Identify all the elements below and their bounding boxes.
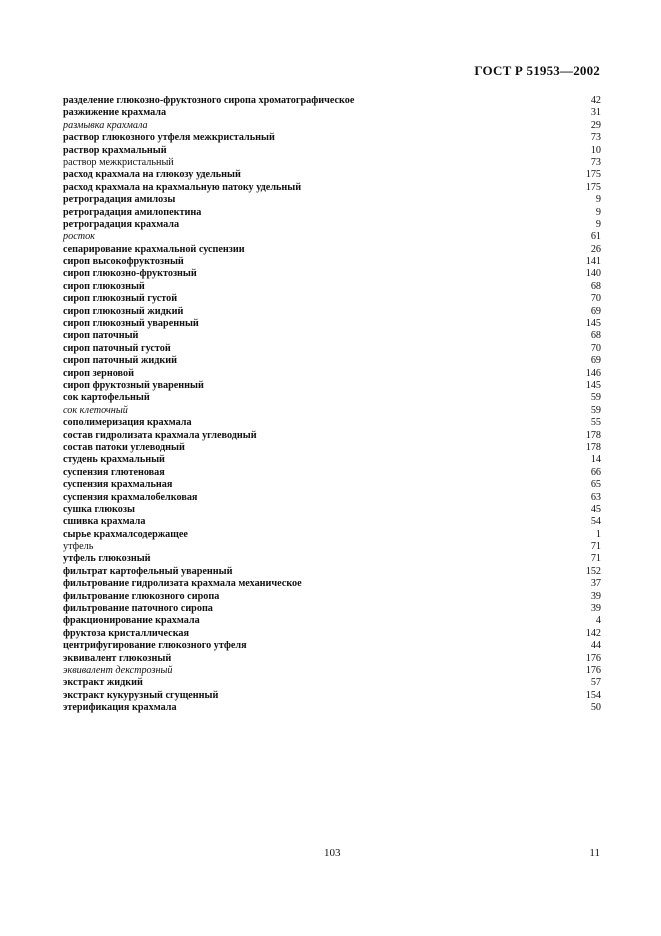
- index-term: раствор глюкозного утфеля межкристальный: [63, 132, 275, 144]
- index-page-ref: 39: [590, 603, 601, 615]
- index-term: сироп глюкозный жидкий: [63, 305, 184, 317]
- index-term: эквивалент глюкозный: [63, 652, 172, 664]
- index-term: утфель: [63, 541, 94, 553]
- index-term: сшивка крахмала: [63, 516, 146, 528]
- index-term: росток: [63, 231, 95, 243]
- index-page-ref: 42: [590, 95, 601, 106]
- index-page-ref: 63: [590, 491, 601, 503]
- index-entry: [63, 529, 601, 541]
- index-page-ref: 44: [590, 640, 601, 652]
- index-page-ref: 45: [590, 503, 601, 515]
- index-term: фруктоза кристаллическая: [63, 627, 190, 639]
- index-term: сырье крахмалсодержащее: [63, 528, 188, 540]
- index-entry: [63, 368, 601, 380]
- index-term: сушка глюкозы: [63, 503, 135, 515]
- index-entry: [63, 157, 601, 169]
- index-page-ref: 61: [590, 231, 601, 243]
- index-term: ретроградация амилозы: [63, 194, 176, 206]
- index-page-ref: 66: [590, 466, 601, 478]
- index-entry: [63, 207, 601, 219]
- index-term: сироп высокофруктозный: [63, 256, 184, 268]
- term-index-list: [63, 95, 601, 715]
- index-entry: [63, 479, 601, 491]
- index-page-ref: 68: [590, 280, 601, 292]
- index-term: эквивалент декстрозный: [63, 664, 173, 676]
- index-term: ретроградация амилопектина: [63, 206, 202, 218]
- page-number: 103: [324, 847, 341, 859]
- index-entry: [63, 231, 601, 243]
- index-page-ref: 54: [590, 516, 601, 528]
- index-term: сироп глюкозный уваренный: [63, 318, 199, 330]
- index-page-ref: 9: [595, 194, 601, 206]
- index-entry: [63, 244, 601, 256]
- index-page-ref: 9: [595, 206, 601, 218]
- index-term: сок картофельный: [63, 392, 150, 404]
- index-page-ref: 71: [590, 541, 601, 553]
- index-entry: [63, 318, 601, 330]
- index-entry: [63, 603, 601, 615]
- index-entry: [63, 343, 601, 355]
- index-entry: [63, 690, 601, 702]
- index-page-ref: 39: [590, 590, 601, 602]
- index-term: сополимеризация крахмала: [63, 417, 192, 429]
- index-term: расход крахмала на глюкозу удельный: [63, 169, 241, 181]
- index-entry: [63, 492, 601, 504]
- index-page-ref: 37: [590, 578, 601, 590]
- index-term: сироп паточный густой: [63, 342, 171, 354]
- index-term: ретроградация крахмала: [63, 218, 180, 230]
- index-term: раствор межкристальный: [63, 156, 174, 168]
- index-entry: [63, 417, 601, 429]
- index-entry: [63, 380, 601, 392]
- index-term: утфель глюкозный: [63, 553, 151, 565]
- index-term: сироп глюкозный: [63, 280, 145, 292]
- index-page-ref: 178: [585, 429, 601, 441]
- index-page-ref: 68: [590, 330, 601, 342]
- index-term: сок клеточный: [63, 404, 128, 416]
- index-page-ref: 70: [590, 342, 601, 354]
- index-page-ref: 71: [590, 553, 601, 565]
- index-term: сироп паточный жидкий: [63, 355, 177, 367]
- index-term: состав гидролизата крахмала углеводный: [63, 429, 257, 441]
- index-page-ref: 59: [590, 392, 601, 404]
- index-page-ref: 175: [585, 169, 601, 181]
- index-entry: [63, 541, 601, 553]
- index-entry: [63, 306, 601, 318]
- index-term: фильтрат картофельный уваренный: [63, 565, 233, 577]
- index-page-ref: 141: [585, 256, 601, 268]
- index-term: разжижение крахмала: [63, 107, 167, 119]
- index-entry: [63, 578, 601, 590]
- index-term: этерификация крахмала: [63, 702, 177, 714]
- index-page-ref: 178: [585, 441, 601, 453]
- index-page-ref: 175: [585, 181, 601, 193]
- index-page-ref: 69: [590, 355, 601, 367]
- index-entry: [63, 330, 601, 342]
- index-entry: [63, 615, 601, 627]
- index-page-ref: 4: [595, 615, 601, 627]
- index-term: состав патоки углеводный: [63, 441, 185, 453]
- index-entry: [63, 653, 601, 665]
- index-page-ref: 145: [585, 379, 601, 391]
- index-page-ref: 152: [585, 565, 601, 577]
- index-term: расход крахмала на крахмальную патоку удельный: [63, 181, 302, 193]
- index-entry: [63, 702, 601, 714]
- index-entry: [63, 467, 601, 479]
- index-entry: [63, 454, 601, 466]
- index-term: сироп паточный: [63, 330, 139, 342]
- index-term: сироп зерновой: [63, 367, 134, 379]
- index-term: сироп глюкозно-фруктозный: [63, 268, 197, 280]
- index-page-ref: 9: [595, 218, 601, 230]
- index-entry: [63, 132, 601, 144]
- index-entry: [63, 504, 601, 516]
- index-term: разделение глюкозно-фруктозного сиропа хроматографическое: [63, 95, 355, 106]
- index-entry: [63, 442, 601, 454]
- index-page-ref: 176: [585, 652, 601, 664]
- index-page-ref: 73: [590, 132, 601, 144]
- index-page-ref: 1: [595, 528, 601, 540]
- index-page-ref: 29: [590, 119, 601, 131]
- index-page-ref: 154: [585, 689, 601, 701]
- index-entry: [63, 256, 601, 268]
- document-id: ГОСТ Р 51953—2002: [474, 63, 600, 78]
- index-page-ref: 50: [590, 702, 601, 714]
- index-entry: [63, 591, 601, 603]
- index-term: суспензия крахмальная: [63, 479, 173, 491]
- index-entry: [63, 182, 601, 194]
- index-entry: [63, 194, 601, 206]
- index-entry: [63, 95, 601, 107]
- index-page-ref: 145: [585, 318, 601, 330]
- index-page-ref: 10: [590, 144, 601, 156]
- index-term: суспензия крахмалобелковая: [63, 491, 198, 503]
- index-term: сироп фруктозный уваренный: [63, 379, 204, 391]
- index-page-ref: 73: [590, 156, 601, 168]
- index-page-ref: 146: [585, 367, 601, 379]
- index-term: центрифугирование глюкозного утфеля: [63, 640, 247, 652]
- index-term: студень крахмальный: [63, 454, 165, 466]
- index-entry: [63, 281, 601, 293]
- index-term: суспензия глютеновая: [63, 466, 165, 478]
- index-term: сепарирование крахмальной суспензии: [63, 243, 245, 255]
- index-page-ref: 57: [590, 677, 601, 689]
- index-entry: [63, 516, 601, 528]
- index-page-ref: 26: [590, 243, 601, 255]
- index-term: раствор крахмальный: [63, 144, 167, 156]
- index-page-ref: 55: [590, 417, 601, 429]
- index-term: фильтрование гидролизата крахмала механическое: [63, 578, 302, 590]
- index-entry: [63, 430, 601, 442]
- index-page-ref: 176: [585, 664, 601, 676]
- index-entry: [63, 392, 601, 404]
- index-page-ref: 142: [585, 627, 601, 639]
- index-entry: [63, 640, 601, 652]
- index-entry: [63, 566, 601, 578]
- index-entry: [63, 553, 601, 565]
- index-entry: [63, 628, 601, 640]
- index-page-ref: 65: [590, 479, 601, 491]
- index-entry: [63, 107, 601, 119]
- index-entry: [63, 169, 601, 181]
- index-entry: [63, 665, 601, 677]
- index-page-ref: 69: [590, 305, 601, 317]
- index-term: фракционирование крахмала: [63, 615, 200, 627]
- index-page-ref: 31: [590, 107, 601, 119]
- index-page-ref: 140: [585, 268, 601, 280]
- index-entry: [63, 293, 601, 305]
- sheet-number: 11: [589, 847, 600, 859]
- index-entry: [63, 355, 601, 367]
- index-entry: [63, 268, 601, 280]
- index-term: сироп глюкозный густой: [63, 293, 178, 305]
- index-term: размывка крахмала: [63, 119, 148, 131]
- index-entry: [63, 405, 601, 417]
- index-term: фильтрование глюкозного сиропа: [63, 590, 220, 602]
- index-entry: [63, 145, 601, 157]
- index-page-ref: 59: [590, 404, 601, 416]
- index-term: экстракт кукурузный сгущенный: [63, 689, 219, 701]
- index-term: фильтрование паточного сиропа: [63, 603, 213, 615]
- index-entry: [63, 219, 601, 231]
- index-page-ref: 70: [590, 293, 601, 305]
- index-term: экстракт жидкий: [63, 677, 143, 689]
- index-entry: [63, 677, 601, 689]
- index-page-ref: 14: [590, 454, 601, 466]
- index-entry: [63, 120, 601, 132]
